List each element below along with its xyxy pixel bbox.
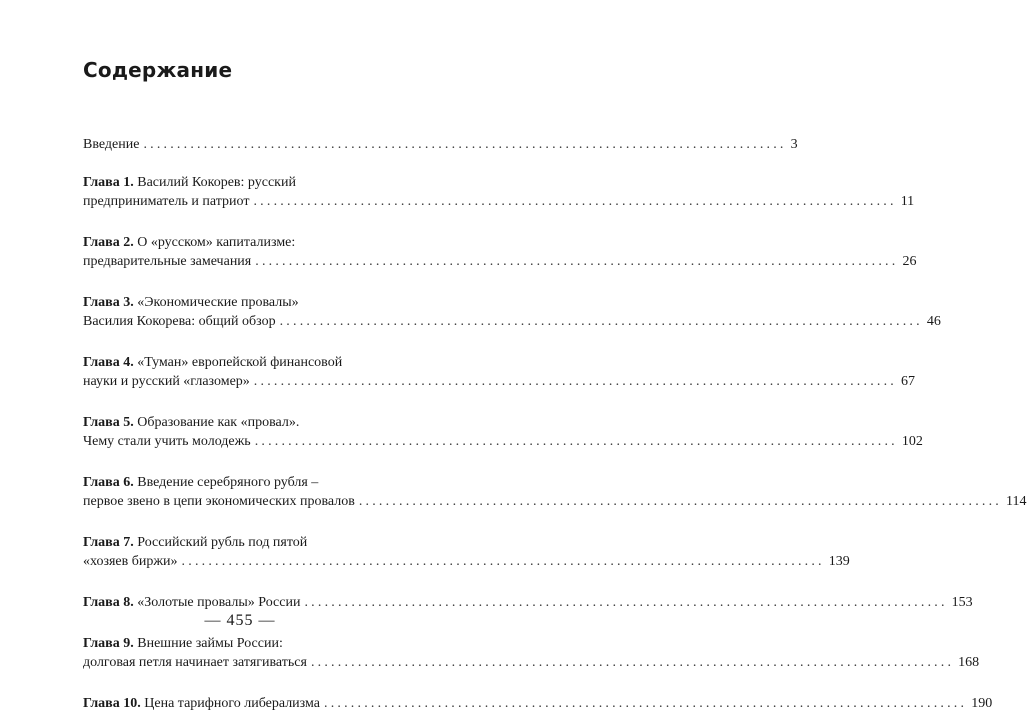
chapter-title-line-1: «Золотые провалы» России	[137, 595, 301, 610]
dot-leader: ................................................................................................	[254, 434, 898, 449]
chapter-label: Глава 7.	[83, 535, 134, 550]
chapter-title-line-1: Введение серебряного рубля –	[137, 475, 319, 490]
chapter-title-line-2: долговая петля начинает затягиваться	[83, 655, 307, 670]
page-number-folio: — 455 —	[204, 612, 276, 629]
toc-page-number: 3	[790, 137, 798, 152]
dot-leader: ................................................................................................	[253, 194, 897, 209]
chapter-title-line-1: Василий Кокорев: русский	[137, 175, 296, 190]
chapter-title-line-1: «Экономические провалы»	[137, 295, 299, 310]
toc-entry-chapter-8[interactable]	[83, 593, 973, 612]
toc-page-number: 11	[900, 194, 915, 209]
chapter-title-line-2: Василия Кокорева: общий обзор	[83, 314, 276, 329]
chapter-title-line-2: науки и русский «глазомер»	[83, 374, 250, 389]
chapter-title-line-2: предварительные замечания	[83, 254, 252, 269]
chapter-label: Глава 10.	[83, 696, 141, 711]
toc-page-number: 102	[901, 434, 923, 449]
toc-entry-chapter-9[interactable]	[83, 634, 980, 672]
page-title: Содержание	[83, 58, 233, 82]
chapter-title-line-1: «Туман» европейской финансовой	[137, 355, 343, 370]
toc-entry-chapter-7[interactable]	[83, 533, 850, 571]
chapter-title-line-1: Российский рубль под пятой	[137, 535, 308, 550]
chapter-label: Глава 1.	[83, 175, 134, 190]
chapter-label: Глава 6.	[83, 475, 134, 490]
chapter-label: Глава 8.	[83, 595, 134, 610]
toc-entry-chapter-4[interactable]	[83, 353, 915, 391]
toc-page-number: 67	[901, 374, 915, 389]
chapter-title-line-1: Внешние займы России:	[137, 636, 283, 651]
dot-leader: ................................................................................................	[304, 595, 948, 610]
dot-leader: ................................................................................................	[255, 254, 899, 269]
dot-leader: ................................................................................................	[310, 655, 955, 670]
chapter-title-line-2: «хозяев биржи»	[83, 554, 178, 569]
toc-page-number: 114	[1006, 494, 1027, 509]
dot-leader: ................................................................................................	[279, 314, 923, 329]
dot-leader: ................................................................................................	[253, 374, 897, 389]
dot-leader: ................................................................................................	[324, 696, 968, 711]
toc-entry-chapter-6[interactable]	[83, 473, 1027, 511]
toc-entry-chapter-1[interactable]	[83, 173, 915, 211]
chapter-title-line-1: Образование как «провал».	[137, 415, 300, 430]
dot-leader: ................................................................................................	[358, 494, 1003, 509]
chapter-title-line-1: О «русском» капитализме:	[137, 235, 296, 250]
toc-entry-intro[interactable]	[83, 135, 798, 154]
toc-entry-chapter-3[interactable]	[83, 293, 941, 331]
chapter-title-line-2: Чему стали учить молодежь	[83, 434, 251, 449]
toc-page-number: 26	[902, 254, 917, 269]
chapter-label: Глава 5.	[83, 415, 134, 430]
chapter-title-line-2: первое звено в цепи экономических провалов	[83, 494, 355, 509]
chapter-label: Глава 3.	[83, 295, 134, 310]
toc-entry-title: Введение	[83, 137, 140, 152]
toc-page-number: 168	[958, 655, 980, 670]
toc-page-number: 139	[828, 554, 850, 569]
chapter-title-line-1: Цена тарифного либерализма	[144, 696, 320, 711]
toc-entry-chapter-2[interactable]	[83, 233, 917, 271]
dot-leader: ................................................................................................	[143, 137, 787, 152]
toc-page-number: 153	[951, 595, 973, 610]
toc-page-number: 190	[971, 696, 993, 711]
chapter-label: Глава 9.	[83, 636, 134, 651]
dot-leader: ................................................................................................	[181, 554, 825, 569]
chapter-label: Глава 2.	[83, 235, 134, 250]
toc-entry-chapter-5[interactable]	[83, 413, 923, 451]
toc-entry-chapter-10[interactable]	[83, 694, 993, 713]
chapter-label: Глава 4.	[83, 355, 134, 370]
chapter-title-line-2: предприниматель и патриот	[83, 194, 250, 209]
toc-page-number: 46	[926, 314, 941, 329]
